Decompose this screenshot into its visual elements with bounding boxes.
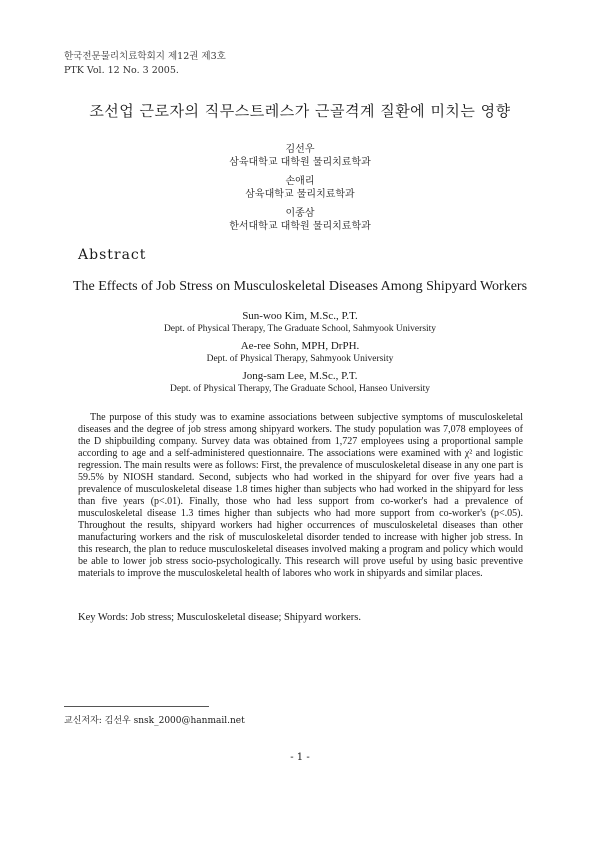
korean-title: 조선업 근로자의 직무스트레스가 근골격계 질환에 미치는 영향 xyxy=(89,102,511,120)
page-number: - 1 - xyxy=(290,752,310,763)
journal-header xyxy=(64,50,226,78)
english-authors xyxy=(0,310,600,400)
keywords: Key Words: Job stress; Musculoskeletal disease; Shipyard workers. xyxy=(78,612,362,623)
english-title: The Effects of Job Stress on Musculoskeletal Diseases Among Shipyard Workers xyxy=(72,279,528,294)
author-name: 김선우 xyxy=(285,144,315,155)
author-affiliation: 한서대학교 대학원 물리치료학과 xyxy=(229,221,371,232)
author-name: 손애리 xyxy=(285,176,315,187)
author-affiliation: Dept. of Physical Therapy, The Graduate School, Hanseo University xyxy=(170,384,430,394)
korean-author-2 xyxy=(0,175,600,201)
author-name: Ae-ree Sohn, MPH, DrPH. xyxy=(240,340,360,352)
journal-english: PTK Vol. 12 No. 3 2005. xyxy=(64,65,179,76)
author-name: Sun-woo Kim, M.Sc., P.T. xyxy=(242,310,358,322)
author-affiliation: 삼육대학교 대학원 물리치료학과 xyxy=(229,157,371,168)
author-affiliation: 삼육대학교 물리치료학과 xyxy=(245,189,355,200)
journal-korean: 한국전문물리치료학회지 제12권 제3호 xyxy=(64,51,226,62)
korean-author-1 xyxy=(0,143,600,169)
footnote-divider xyxy=(64,706,209,707)
author-affiliation: Dept. of Physical Therapy, Sahmyook University xyxy=(206,354,394,364)
corresponding-author-footnote: 교신저자: 김선우 snsk_2000@hanmail.net xyxy=(64,716,245,726)
author-name: 이종삼 xyxy=(285,208,315,219)
english-author-3 xyxy=(0,370,600,396)
abstract-heading: Abstract xyxy=(78,247,147,263)
korean-author-3 xyxy=(0,207,600,233)
author-affiliation: Dept. of Physical Therapy, The Graduate School, Sahmyook University xyxy=(163,324,437,334)
english-author-1 xyxy=(0,310,600,336)
abstract-body: The purpose of this study was to examine associations between subjective symptoms of musculoskeletal diseases and the degree of job stress among shipyard workers. The study population was 7,078 employees of the D shipbuilding company. Survey data was obtained from 1,727 employees using a proportional sample according to age and a self-administered questionnaire. The associations were examined with χ² and logistic regression. The main results were as follows: First, the prevalence of musculoskeletal disease in any one part is 59.5% by NIOSH standard. Second, subjects who had worked in the shipyard for over five years had a prevalence of musculoskeletal disease 1.8 times higher than subjects who had worked in the shipyard for less than five years (p<.01). Finally, those who had less support from co-worker's had a prevalence of musculoskeletal disease 1.3 times higher than subjects who had more support from co-worker's (p<.05). Throughout the results, shipyard workers had higher occurrences of musculoskeletal diseases than other manufacturing workers and the risk of musculoskeletal disorder tended to increase with higher job stress. In this research, the plan to reduce musculoskeletal diseases involved making a program and policy which would be able to lower job stress socio-psychologically. This research will prove useful by using basic preventive materials to improve the musculoskeletal health of labores who work in shipyards and similar places. xyxy=(78,412,523,579)
korean-authors xyxy=(0,143,600,239)
author-name: Jong-sam Lee, M.Sc., P.T. xyxy=(242,370,358,382)
english-author-2 xyxy=(0,340,600,366)
